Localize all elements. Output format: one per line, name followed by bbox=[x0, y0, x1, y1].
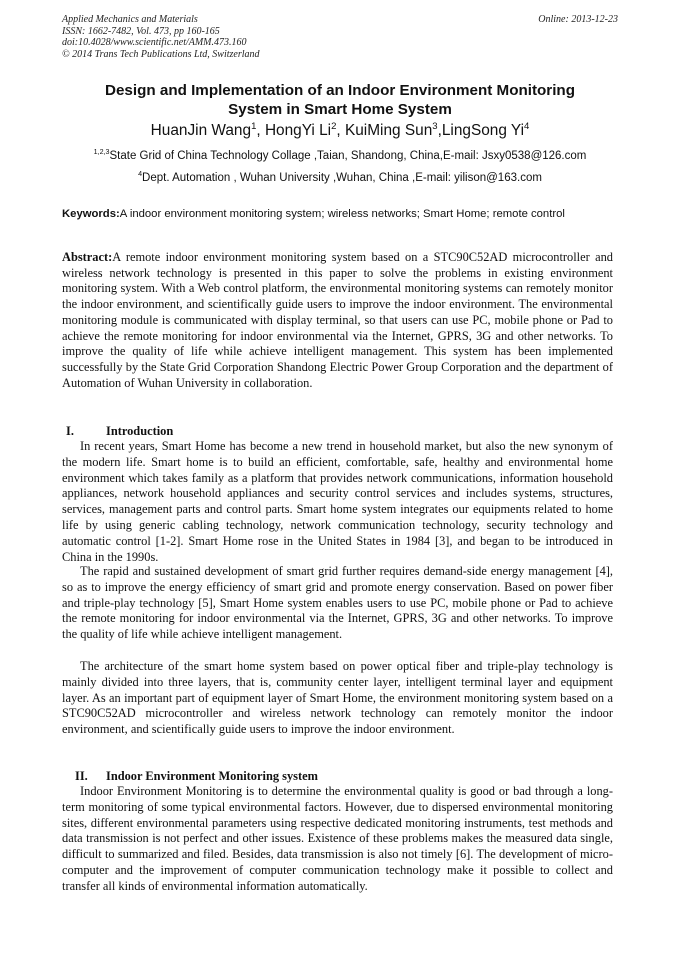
author-separator: , bbox=[256, 122, 265, 139]
author-superscript: 1 bbox=[251, 120, 257, 132]
online-date: Online: 2013-12-23 bbox=[538, 14, 618, 25]
affiliation-text: Dept. Automation , Wuhan University ,Wuhan, China ,E-mail: yilison@163.com bbox=[142, 172, 542, 184]
doi-line: doi:10.4028/www.scientific.net/AMM.473.160 bbox=[62, 37, 247, 49]
abstract bbox=[62, 250, 613, 391]
section-heading-monitoring-system bbox=[75, 769, 318, 784]
keywords-label: Keywords: bbox=[62, 208, 120, 220]
section-title: Indoor Environment Monitoring system bbox=[106, 769, 318, 783]
keywords bbox=[62, 207, 613, 221]
title-line-2: System in Smart Home System bbox=[228, 100, 452, 118]
journal-name: Applied Mechanics and Materials bbox=[62, 14, 198, 25]
section-heading-introduction bbox=[66, 424, 173, 439]
affiliation-superscript: 4 bbox=[138, 170, 143, 179]
affiliation-2 bbox=[40, 171, 640, 185]
title-line-1: Design and Implementation of an Indoor Environment Monitoring bbox=[105, 82, 575, 99]
section-number: I. bbox=[66, 424, 74, 438]
body-paragraph: Indoor Environment Monitoring is to determine the environmental quality is good or bad through a long-term monitoring of some typical environmental factors. However, due to dispersed environmental monitoring sites, different environmental parameters using respective dedicated monitoring instruments, test methods and data transmission is not perfect and other issues. Existence of these problems makes the measured data single, difficult to summarized and filed. Besides, data transmission is also not timely [6]. The development of micro-computer and the improvement of computer communication technology make it possible to collect and transfer all kinds of environmental information automatically. bbox=[62, 784, 613, 893]
copyright-line: © 2014 Trans Tech Publications Ltd, Switzerland bbox=[62, 48, 260, 60]
affiliation-1 bbox=[40, 149, 640, 163]
body-paragraph: In recent years, Smart Home has become a new trend in household market, but also the new synonym of the modern life. Smart home is to build an efficient, comfortable, safe, healthy and environmental home environment which takes family as a platform that provides network communications, information household appliances, network household appliances and security control services and includes systems, structures, services, management parts and control parts. Smart home system integrates our equipments related to home life by using generic cabling technology, network communication technology, security technology and automatic control [1-2]. Smart Home rose in the United States in 1984 [3], and began to be introduced in China in the 1990s. bbox=[62, 439, 613, 564]
author-separator: , bbox=[336, 122, 345, 139]
author-superscript: 2 bbox=[331, 120, 337, 132]
author-superscript: 4 bbox=[524, 120, 530, 132]
body-paragraph: The rapid and sustained development of smart grid further requires demand-side energy management [4], so as to improve the energy efficiency of smart grid and promote energy conservation. Based on power fiber and triple-play technology [5], Smart Home system enables users to use PC, mobile phone or Pad to achieve the remote monitoring for indoor environmental via the Internet, GPRS, 3G and other networks. To improve the quality of life while achieve intelligent management. bbox=[62, 564, 613, 642]
author-name: LingSong Yi bbox=[441, 122, 524, 139]
author-name: HuanJin Wang bbox=[150, 122, 252, 139]
keywords-text: A indoor environment monitoring system; wireless networks; Smart Home; remote control bbox=[119, 208, 565, 220]
author-list bbox=[40, 122, 640, 140]
section-title: Introduction bbox=[106, 424, 174, 438]
section-number: II. bbox=[75, 769, 88, 783]
body-paragraph: The architecture of the smart home system based on power optical fiber and triple-play technology is mainly divided into three layers, that is, community center layer, intelligent terminal layer and equipment layer. As an important part of equipment layer of Smart Home, the environment monitoring system based on a STC90C52AD microcontroller and wireless network technology can remotely monitor the indoor environment, and scientifically guide users to improve the indoor environment. bbox=[62, 659, 613, 737]
paper-title bbox=[62, 82, 618, 119]
affiliation-superscript: 1,2,3 bbox=[93, 148, 110, 157]
author-name: KuiMing Sun bbox=[344, 122, 433, 139]
author-name: HongYi Li bbox=[264, 122, 332, 139]
author-superscript: 3 bbox=[432, 120, 438, 132]
issn-line: ISSN: 1662-7482, Vol. 473, pp 160-165 bbox=[62, 25, 220, 37]
abstract-text: A remote indoor environment monitoring system based on a STC90C52AD microcontroller and wireless network technology is presented in this paper to solve the problems in existing environment monitoring system. With a Web control platform, the environmental monitoring systems can remotely monitor the indoor environment, and scientifically guide users to improve the indoor environment. The environmental monitoring module is communicated with display terminal, so that users can use PC, mobile phone or Pad to achieve the remote monitoring for indoor environmental via the Internet, GPRS, 3G and other networks. To improve the quality of life while achieve intelligent management. This system has been implemented successfully by the State Grid Corporation Shandong Electric Power Group Corporation and the department of Automation of Wuhan University in collaboration. bbox=[62, 250, 613, 390]
abstract-label: Abstract: bbox=[62, 250, 113, 264]
author-separator: , bbox=[437, 122, 442, 139]
journal-header bbox=[62, 14, 618, 60]
affiliation-text: State Grid of China Technology Collage ,Taian, Shandong, China,E-mail: Jsxy0538@126.com bbox=[109, 150, 587, 162]
